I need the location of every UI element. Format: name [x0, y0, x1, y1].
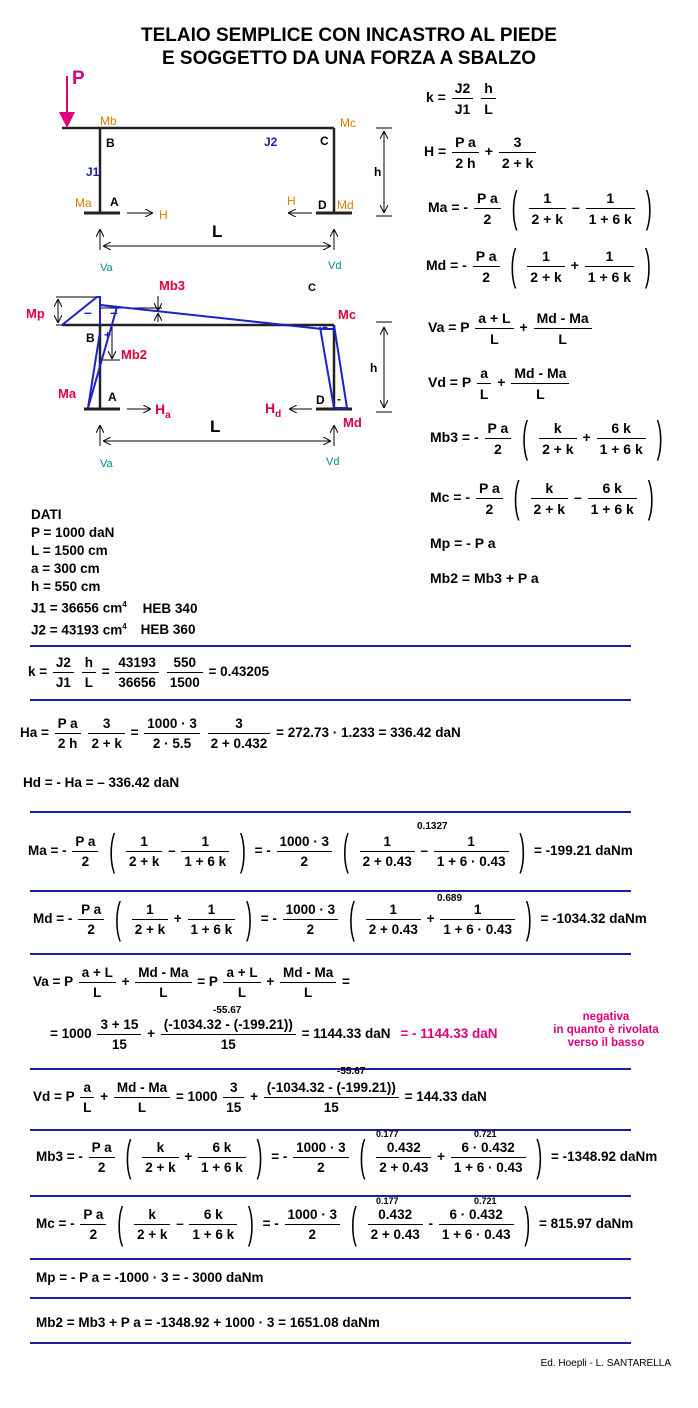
- label-P: P: [72, 68, 85, 89]
- formula-Mp: Mp = - P a: [430, 535, 496, 551]
- label-H-right: H: [287, 194, 296, 208]
- label-J1: J1: [86, 165, 100, 179]
- formula-H: H = P a 2 h + 3 2 + k: [424, 134, 538, 171]
- label-D1: D: [318, 198, 327, 212]
- formula-k: k = J2 J1 h L: [426, 80, 498, 117]
- page-title-line1: TELAIO SEMPLICE CON INCASTRO AL PIEDE: [141, 25, 557, 46]
- dati-heading: DATI: [31, 507, 62, 522]
- label-minus3: -: [337, 392, 341, 406]
- formula-Vd: Vd = P a L + Md - Ma L: [428, 365, 571, 402]
- dati-h: h = 550 cm: [31, 579, 101, 594]
- moment-diagram: [62, 297, 347, 408]
- note-Vd: -55.67: [337, 1066, 366, 1077]
- calc-Md: Md = - P a 2 ( 1 2 + k + 1 1 + 6 k ) = - 1000 · 3 2 ( 1 2 + 0.43 + 1 1 + 6 · 0.43 ) = -1034.32 daNm: [33, 894, 647, 943]
- separator: [30, 699, 631, 701]
- calc-Vd: Vd = P a L + Md - Ma L = 1000 3 15 + (-1034.32 - (-199.21)) 15 = 144.33 daN: [33, 1080, 487, 1115]
- frame1-structure: [62, 76, 392, 250]
- calc-Mp: Mp = - P a = -1000 · 3 = - 3000 daNm: [36, 1270, 264, 1285]
- calc-k: k = J2 J1 h L = 43193 36656 550 1500 = 0.43205: [28, 655, 269, 690]
- dati-J1: J1 = 36656 $cm^4$ HEB 340: [31, 600, 198, 616]
- label-Vd1: Vd: [328, 260, 342, 272]
- label-Hd: $H_d$: [265, 400, 282, 420]
- calc-Va-2: = 1000 3 + 15 15 + (-1034.32 - (-199.21)) 15 = 1144.33 daN = - 1144.33 daN: [50, 1017, 498, 1052]
- note-Va: -55.67: [213, 1005, 242, 1016]
- label-Ha: $H_a$: [155, 401, 171, 421]
- dati-L: L = 1500 cm: [31, 543, 108, 558]
- label-Mb: Mb: [100, 114, 117, 128]
- label-H-left: H: [159, 208, 168, 222]
- negative-note: negativa in quanto è rivolata verso il basso: [553, 1011, 659, 1049]
- label-J2: J2: [264, 135, 278, 149]
- calc-Ma: Ma = - P a 2 ( 1 2 + k – 1 1 + 6 k ) = - 1000 · 3 2 ( 1 2 + 0.43 – 1 1 + 6 · 0.43 ) = -199.21 daNm: [28, 826, 633, 875]
- separator: [30, 1068, 631, 1070]
- note-Ma: 0.1327: [417, 821, 448, 832]
- label-B: B: [106, 136, 115, 150]
- label-Vd2: Vd: [326, 456, 340, 468]
- calc-Mb3: Mb3 = - P a 2 ( k 2 + k + 6 k 1 + 6 k ) = - 1000 · 3 2 ( 0.432 2 + 0.43 + 6 · 0.432 1 + 6 · 0.43 ) = -1348.92 daNm: [36, 1132, 658, 1181]
- formula-Md: Md = - P a 2 ( 1 2 + k + 1 1 + 6 k ): [426, 241, 651, 290]
- calc-Ha: Ha = P a 2 h 3 2 + k = 1000 · 3 2 · 5.5 3 2 + 0.432 = 272.73 · 1.233 = 336.42 daN: [20, 716, 461, 751]
- label-A2: A: [108, 390, 117, 404]
- label-minus1: –: [84, 304, 92, 320]
- label-C2: C: [308, 282, 316, 294]
- label-B2: B: [86, 331, 95, 345]
- separator: [30, 1129, 631, 1131]
- formula-Va: Va = P a + L L + Md - Ma L: [428, 310, 594, 347]
- label-h1: h: [374, 165, 382, 179]
- formula-Mb2: Mb2 = Mb3 + P a: [430, 570, 539, 586]
- note-Mc-2: 0.721: [474, 1196, 497, 1206]
- label-A1: A: [110, 195, 119, 209]
- formula-Mc: Mc = - P a 2 ( k 2 + k – 6 k 1 + 6 k ): [430, 473, 654, 522]
- label-Mc2: Mc: [338, 307, 357, 322]
- label-minus2: –: [110, 304, 118, 320]
- calc-Mc: Mc = - P a 2 ( k 2 + k – 6 k 1 + 6 k ) = - 1000 · 3 2 ( 0.432 2 + 0.43 - 6 · 0.432 1 + 6 · 0.43 ) = 815.97 daNm: [36, 1199, 634, 1248]
- label-Mp: Mp: [26, 306, 45, 321]
- label-plus1: +: [104, 328, 112, 342]
- separator: [30, 1195, 631, 1197]
- formula-Ma: Ma = - P a 2 ( 1 2 + k – 1 1 + 6 k ): [428, 183, 652, 232]
- label-Mc: Mc: [340, 116, 356, 130]
- separator: [30, 1258, 631, 1260]
- separator: [30, 1297, 631, 1299]
- note-Mb3-2: 0.721: [474, 1129, 497, 1139]
- label-C: C: [320, 134, 329, 148]
- label-Mb3: Mb3: [159, 278, 185, 293]
- label-L2: L: [210, 417, 221, 436]
- formula-Mb3: Mb3 = - P a 2 ( k 2 + k + 6 k 1 + 6 k ): [430, 413, 663, 462]
- note-Mc-1: 0.177: [376, 1196, 399, 1206]
- separator: [30, 953, 631, 955]
- credit: Ed. Hoepli - L. SANTARELLA: [540, 1358, 671, 1369]
- frame-diagrams: [0, 0, 698, 480]
- separator: [30, 811, 631, 813]
- calc-Mb2: Mb2 = Mb3 + P a = -1348.92 + 1000 · 3 = 1651.08 daNm: [36, 1315, 380, 1330]
- label-h2: h: [370, 361, 378, 375]
- calc-Va-1: Va = P a + L L + Md - Ma L = P a + L L + Md - Ma L =: [33, 965, 350, 1000]
- note-Mb3-1: 0.177: [376, 1129, 399, 1139]
- label-Va1: Va: [100, 262, 113, 274]
- separator: [30, 645, 631, 647]
- label-Ma2: Ma: [58, 386, 77, 401]
- dati-P: P = 1000 daN: [31, 525, 115, 540]
- page-title-line2: E SOGGETTO DA UNA FORZA A SBALZO: [161, 48, 537, 69]
- label-Md2: Md: [343, 415, 362, 430]
- label-plus2: +: [322, 323, 328, 334]
- calc-Hd: Hd = - Ha = – 336.42 daN: [23, 775, 180, 790]
- separator: [30, 890, 631, 892]
- label-D2: D: [316, 393, 325, 407]
- separator: [30, 1342, 631, 1344]
- note-Md: 0.689: [437, 893, 463, 904]
- dati-a: a = 300 cm: [31, 561, 100, 576]
- label-Mb2: Mb2: [121, 347, 147, 362]
- label-Va2: Va: [100, 458, 113, 470]
- label-Md1: Md: [337, 198, 354, 212]
- label-L1: L: [212, 222, 223, 241]
- label-Ma1: Ma: [75, 196, 92, 210]
- dati-block: [31, 506, 197, 639]
- dati-J2: J2 = 43193 $cm^4$ HEB 360: [31, 621, 196, 637]
